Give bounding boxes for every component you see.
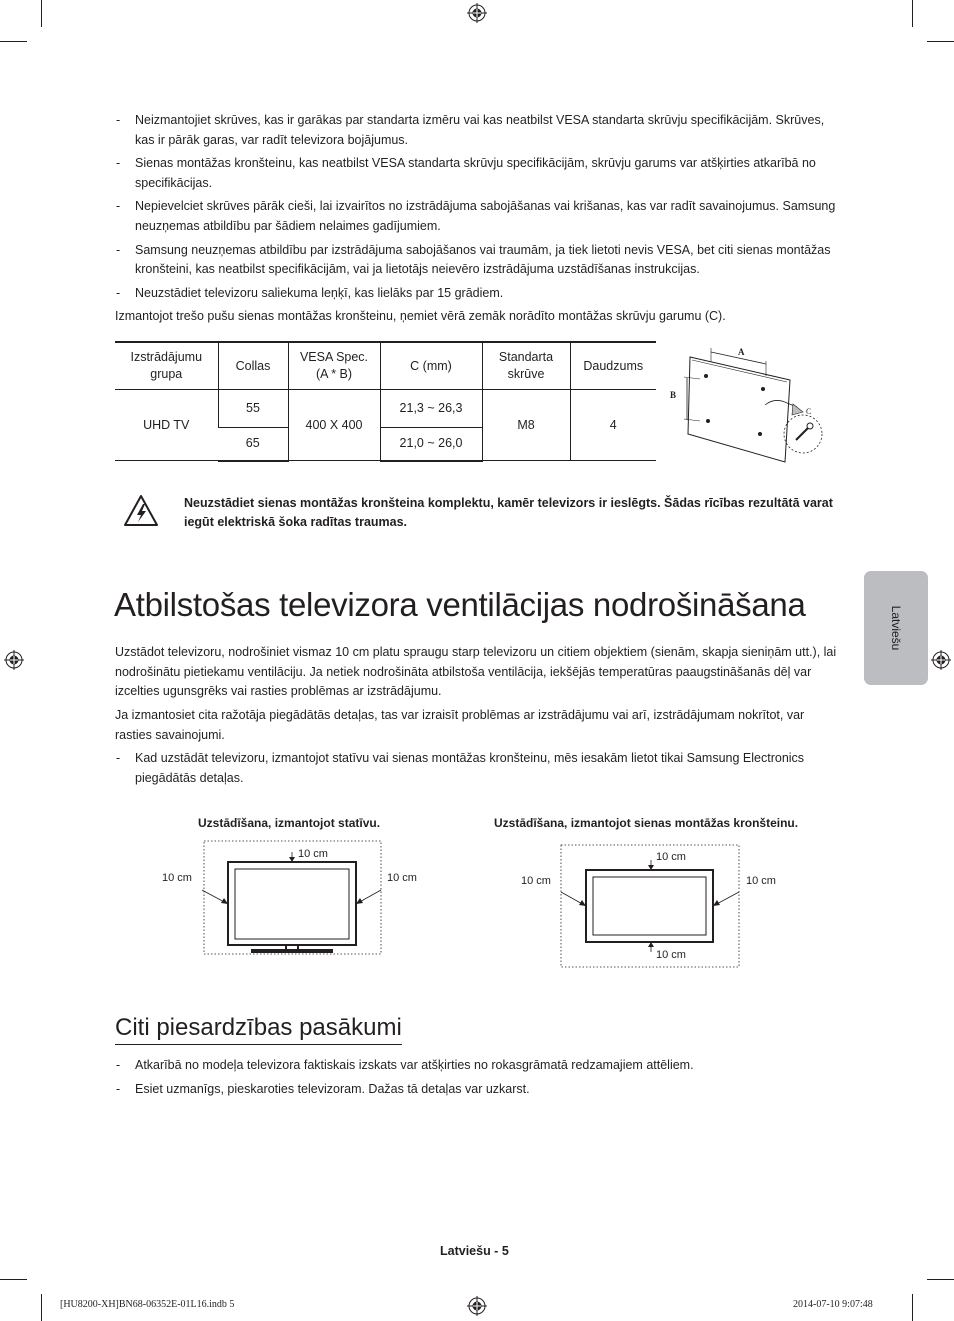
page-number: Latviešu - 5 — [440, 1244, 509, 1258]
list-item-text: Nepievelciet skrūves pārāk cieši, lai izvairītos no izstrādājuma sabojāšanas vai krišanas, kas var radīt savainojumus. Samsung neuzņemas atbildību par šādiem nelaimes gadījumiem. — [135, 199, 836, 233]
gap-label-left: 10 cm — [162, 872, 192, 884]
dimension-c-label: C — [806, 407, 812, 416]
gap-label-right: 10 cm — [746, 875, 776, 887]
table-header-row — [115, 342, 656, 390]
gap-label-top: 10 cm — [656, 851, 686, 863]
intro-paragraph: Izmantojot trešo pušu sienas montāžas kronšteinu, ņemiet vērā zemāk norādīto montāžas skrūvju garumu (C). — [115, 309, 726, 323]
dimension-a-label: A — [738, 347, 745, 357]
electric-shock-warning: Neuzstādiet sienas montāžas kronšteina komplektu, kamēr televizors ir ieslēgts. Šādas rīcības rezultātā varat iegūt elektriskā šoka radītas traumas. — [184, 496, 833, 529]
print-slug-right — [793, 1299, 873, 1310]
registration-mark-icon — [4, 650, 24, 670]
table-cell: M8 — [482, 390, 570, 461]
registration-mark-icon — [467, 3, 487, 23]
list-item-text: Sienas montāžas kronšteinu, kas neatbilst VESA standarta skrūvju specifikācijām, skrūvju garums var atšķirties atkarībā no specifikācijas. — [135, 156, 816, 190]
wall-clearance-diagram — [518, 842, 793, 970]
crop-mark — [912, 1294, 913, 1321]
language-side-tab — [864, 571, 928, 685]
table-cell: UHD TV — [115, 390, 218, 461]
crop-mark — [0, 41, 27, 42]
list-item-text: Kad uzstādāt televizoru, izmantojot statīvu vai sienas montāžas kronšteinu, mēs iesakām lietot tikai Samsung Electronics piegādātās detaļas. — [135, 751, 805, 785]
gap-label-right: 10 cm — [387, 872, 417, 884]
wall-install-caption: Uzstādīšana, izmantojot sienas montāžas kronšteinu. — [494, 816, 799, 830]
table-header-cell: Daudzums — [570, 342, 656, 390]
list-item-text: Samsung neuzņemas atbildību par izstrādājuma sabojāšanos vai traumām, ja tiek lietoti nevis VESA, bet citi sienas montāžas kronšteini, kas neatbilst specifikācijām, vai ja lietotājs neievēro izstrādājuma uzstādīšanas instrukcijas. — [135, 242, 831, 277]
table-cell: 65 — [218, 428, 288, 461]
gap-label-top: 10 cm — [298, 848, 328, 860]
list-item: - Atkarībā no modeļa televizora faktiskais izskats var atšķirties no rokasgrāmatā redzamajiem attēliem. — [116, 1058, 694, 1072]
table-cell: 55 — [218, 390, 288, 428]
stand-install-caption: Uzstādīšana, izmantojot statīvu. — [198, 816, 381, 830]
list-item-text: Neizmantojiet skrūves, kas ir garākas par standarta izmēru vai kas neatbilst VESA standarta skrūvju specifikācijām. Skrūves, kas ir pārāk garas, var radīt televizora bojājumus. — [135, 113, 825, 147]
subsection-title: Citi piesardzības pasākumi — [115, 1014, 402, 1045]
screw-notes-list — [116, 111, 841, 307]
list-item-text: Esiet uzmanīgs, pieskaroties televizoram. Dažas tā detaļas var uzkarst. — [135, 1081, 530, 1096]
crop-mark — [41, 1294, 42, 1321]
section-title: Atbilstošas televizora ventilācijas nodrošināšana — [114, 586, 806, 623]
table-header-cell: VESA Spec. (A * B) — [288, 342, 380, 390]
parts-paragraph: Ja izmantosiet cita ražotāja piegādātās detaļas, tas var izraisīt problēmas ar izstrādājumu vai arī, izstrādājumam nokrītot, var rasties savainojumi. — [115, 708, 805, 742]
table-cell: 21,0 ~ 26,0 — [380, 428, 482, 461]
list-item: - Neizmantojiet skrūves, kas ir garākas par standarta izmēru vai kas neatbilst VESA standarta skrūvju specifikācijām. Skrūves, kas ir pārāk garas, var radīt televizora bojājumus. — [116, 113, 825, 147]
wall-mount-diagram — [668, 342, 833, 467]
list-item: - Samsung neuzņemas atbildību par izstrādājuma sabojāšanos vai traumām, ja tiek lietoti nevis VESA, bet citi sienas montāžas kronšteini, kas neatbilst specifikācijām, vai ja lietotājs neievēro izstrādājuma uzstādīšanas instrukcijas. — [116, 242, 831, 277]
electric-shock-warning-icon — [123, 494, 159, 527]
gap-label-bottom: 10 cm — [656, 949, 686, 961]
table-header-cell: C (mm) — [380, 342, 482, 390]
ventilation-paragraph: Uzstādot televizoru, nodrošiniet vismaz 10 cm platu spraugu starp televizoru un citiem objektiem (sienām, skapja sieniņām utt.), lai nodrošinātu pietiekamu ventilāciju. Ja netiek nodrošināta atbilstoša ventilācija, iekšējās temperatūras paaugstināšanās dēļ var izcelties ugunsgrēks vai rasties problēmas ar izstrādājumu. — [115, 645, 837, 698]
side-tab-label: Latviešu — [889, 605, 903, 651]
crop-mark — [912, 0, 913, 27]
list-item: - Nepievelciet skrūves pārāk cieši, lai izvairītos no izstrādājuma sabojāšanas vai krišanas, kas var radīt savainojumus. Samsung neuzņemas atbildību par šādiem nelaimes gadījumiem. — [116, 199, 836, 233]
list-item: - Sienas montāžas kronšteinu, kas neatbilst VESA standarta skrūvju specifikācijām, skrūvju garums var atšķirties atkarībā no specifikācijas. — [116, 156, 816, 190]
stand-clearance-diagram — [155, 838, 430, 958]
list-item-text: Atkarībā no modeļa televizora faktiskais izskats var atšķirties no rokasgrāmatā redzamajiem attēliem. — [135, 1058, 694, 1072]
table-header-cell: Standarta skrūve — [482, 342, 570, 390]
crop-mark — [41, 0, 42, 27]
dimension-b-label: B — [670, 390, 677, 400]
crop-mark — [927, 1279, 954, 1280]
print-slug-left: [HU8200-XH]BN68-06352E-01L16.indb 5 — [60, 1299, 235, 1310]
table-cell: 400 X 400 — [288, 390, 380, 461]
screw-spec-table — [115, 341, 656, 462]
list-item: - Esiet uzmanīgs, pieskaroties televizoram. Dažas tā detaļas var uzkarst. — [116, 1081, 530, 1096]
list-item: - Kad uzstādāt televizoru, izmantojot statīvu vai sienas montāžas kronšteinu, mēs iesakām lietot tikai Samsung Electronics piegādātās detaļas. — [116, 749, 841, 788]
gap-label-left: 10 cm — [521, 875, 551, 887]
registration-mark-icon — [467, 1296, 487, 1316]
table-cell: 21,3 ~ 26,3 — [380, 390, 482, 428]
print-slug-right-text: 2014-07-10 9:07:48 — [793, 1299, 873, 1310]
table-header-cell: Izstrādājumu grupa — [115, 342, 218, 390]
table-row — [115, 390, 656, 428]
list-item-text: Neuzstādiet televizoru saliekuma leņķī, kas lielāks par 15 grādiem. — [135, 285, 504, 300]
registration-mark-icon — [931, 650, 951, 670]
list-item: - Neuzstādiet televizoru saliekuma leņķī, kas lielāks par 15 grādiem. — [116, 285, 504, 300]
table-cell: 4 — [570, 390, 656, 461]
crop-mark — [927, 41, 954, 42]
precautions-list — [116, 1056, 841, 1103]
table-header-cell: Collas — [218, 342, 288, 390]
crop-mark — [0, 1279, 27, 1280]
